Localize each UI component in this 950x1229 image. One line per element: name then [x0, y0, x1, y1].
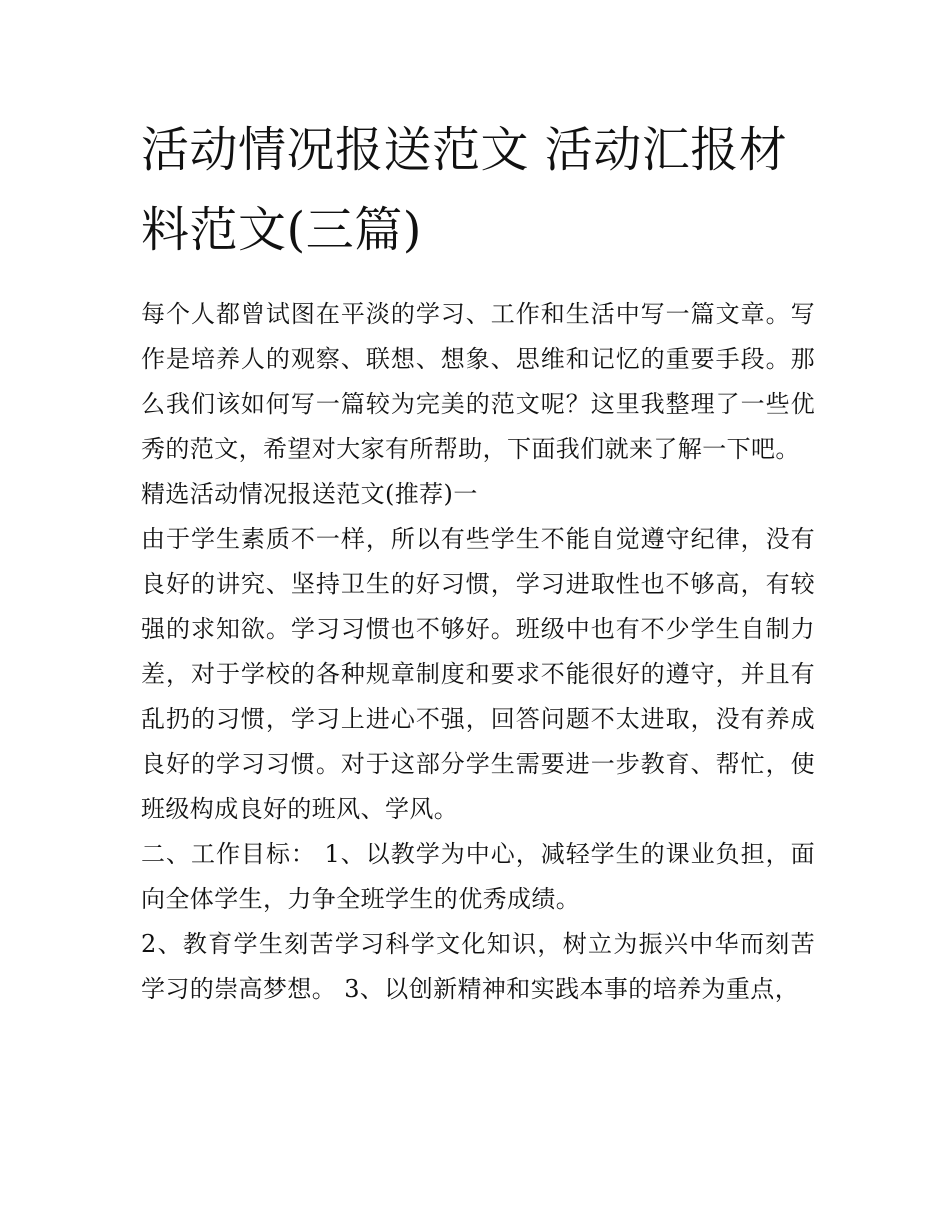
goals-paragraph: 二、工作目标： 1、以教学为中心，减轻学生的课业负担，面向全体学生，力争全班学生的优秀成绩。 — [141, 840, 815, 913]
document-body — [141, 110, 815, 1012]
section-heading: 精选活动情况报送范文(推荐)一 — [141, 480, 478, 508]
document-title: 活动情况报送范文 活动汇报材料范文(三篇) — [141, 122, 788, 258]
intro-paragraph: 每个人都曾试图在平淡的学习、工作和生活中写一篇文章。写作是培养人的观察、联想、想象、思维和记忆的重要手段。那么我们该如何写一篇较为完美的范文呢？这里我整理了一些优秀的范文，希望对大家有所帮助，下面我们就来了解一下吧。 — [141, 300, 815, 463]
goals-paragraph-continued: 2、教育学生刻苦学习科学文化知识，树立为振兴中华而刻苦学习的崇高梦想。 3、以创新精神和实践本事的培养为重点， — [141, 930, 815, 1003]
body-paragraph: 由于学生素质不一样，所以有些学生不能自觉遵守纪律，没有良好的讲究、坚持卫生的好习惯，学习进取性也不够高，有较强的求知欲。学习习惯也不够好。班级中也有不少学生自制力差，对于学校的各种规章制度和要求不能很好的遵守，并且有乱扔的习惯，学习上进心不强，回答问题不太进取，没有养成良好的学习习惯。对于这部分学生需要进一步教育、帮忙，使班级构成良好的班风、学风。 — [141, 525, 815, 823]
